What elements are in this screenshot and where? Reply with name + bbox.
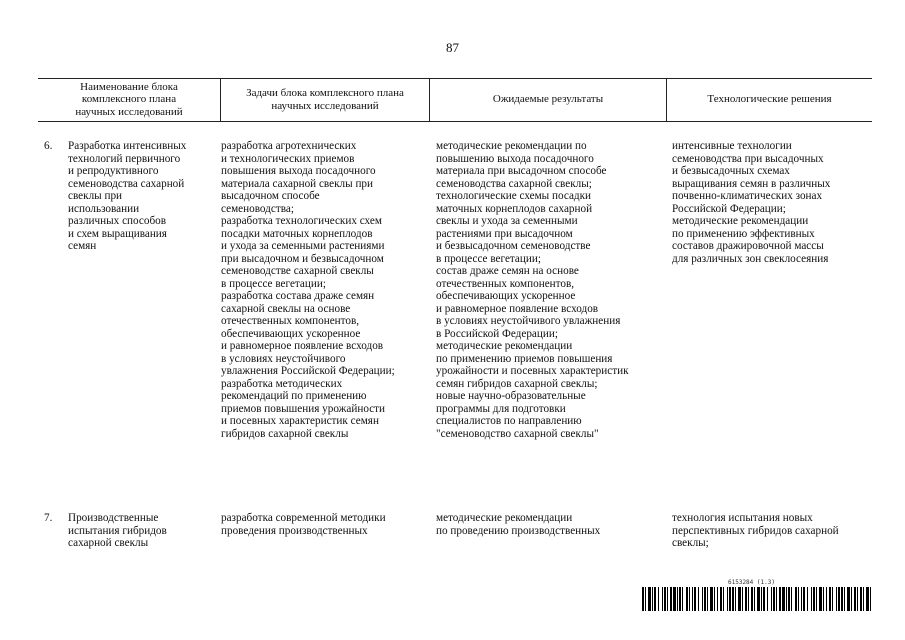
- row-block-name: Производственные испытания гибридов сахарной свеклы: [68, 512, 167, 549]
- page-number: 87: [446, 40, 459, 55]
- table-header-rule: [38, 121, 872, 122]
- row-results: методические рекомендации по повышению выхода посадочного материала при высадочном способе семеноводства сахарной свеклы; технологические схемы посадки маточных корнеплодов сахарной свеклы и ухода за семенными растениями при высадочном и безвысадочном семеноводстве в процессе вегетации; состав драже семян на основе отечественных компонентов, обеспечивающих ускоренное и равномерное появление всходов в условиях неустойчивого увлажнения в Российской Федерации; методические рекомендации по применению приемов повышения урожайности и посевных характеристик семян гибридов сахарной свеклы; новые научно-образовательные программы для подготовки специалистов по направлению "семеноводство сахарной свеклы": [436, 140, 629, 440]
- row-number: 6.: [44, 140, 53, 152]
- header-block-tasks: Задачи блока комплексного плана научных исследований: [246, 87, 404, 112]
- row-tasks: разработка современной методики проведения производственных: [221, 512, 386, 537]
- row-tasks: разработка агротехнических и технологических приемов повышения выхода посадочного материала сахарной свеклы при высадочном способе семеноводства; разработка технологических схем посадки маточных корнеплодов и ухода за семенными растениями при высадочном и безвысадочном семеноводстве сахарной свеклы в процессе вегетации; разработка состава драже семян сахарной свеклы на основе отечественных компонентов, обеспечивающих ускоренное и равномерное появление всходов в условиях неустойчивого увлажнения Российской Федерации; разработка методических рекомендаций по применению приемов повышения урожайности и посевных характеристик семян гибридов сахарной свеклы: [221, 140, 395, 440]
- row-block-name: Разработка интенсивных технологий первичного и репродуктивного семеноводства сахарной свеклы при использовании различных способов и схем выращивания семян: [68, 140, 187, 252]
- barcode-label: 6153284 (1.3): [728, 579, 775, 586]
- header-expected-results: Ожидаемые результаты: [492, 93, 604, 106]
- header-tech-solutions: Технологические решения: [707, 93, 832, 106]
- barcode-image: [642, 587, 872, 611]
- row-results: методические рекомендации по проведению производственных: [436, 512, 601, 537]
- row-number: 7.: [44, 512, 53, 524]
- row-solutions: интенсивные технологии семеноводства при высадочных и безвысадочных схемах выращивания семян в различных почвенно-климатических зонах Российской Федерации; методические рекомендации по применению эффективных составов дражировочной массы для различных зон свеклосеяния: [672, 140, 831, 265]
- row-solutions: технология испытания новых перспективных гибридов сахарной свеклы;: [672, 512, 839, 549]
- header-block-name: Наименование блока комплексного плана научных исследований: [75, 81, 183, 118]
